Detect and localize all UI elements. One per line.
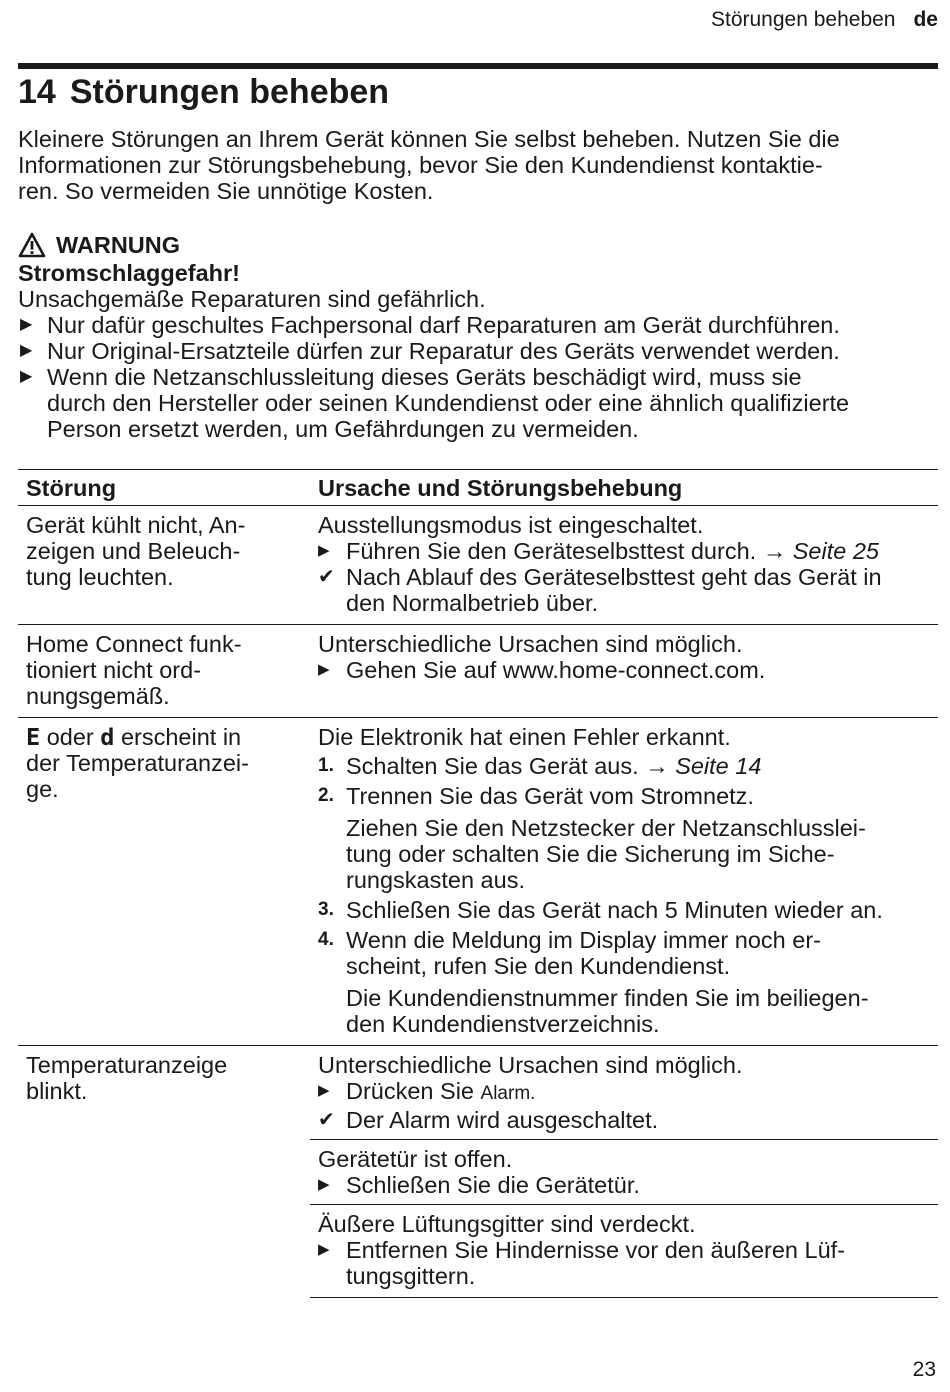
table-row: [18, 718, 938, 1046]
step-text-line: scheint, rufen Sie den Kundendienst.: [346, 953, 731, 979]
triangle-right-icon: ▶: [20, 368, 33, 385]
step-suffix: .: [530, 1083, 536, 1104]
list-item: [18, 312, 938, 338]
note-line: Ziehen Sie den Netzstecker der Netzanschlusslei-: [346, 815, 866, 841]
step-text: Schließen Sie die Gerätetür.: [346, 1172, 640, 1198]
step-text: Drücken Sie: [346, 1078, 474, 1104]
note-line: den Kundendienstverzeichnis.: [346, 1011, 660, 1037]
checkmark-icon: ✔: [318, 1109, 335, 1131]
step-number: 4.: [318, 929, 334, 950]
problem-line: blinkt.: [26, 1078, 88, 1104]
numbered-step: [318, 927, 930, 979]
display-symbol-d: d: [100, 723, 115, 751]
step-text-line: tungsgittern.: [346, 1263, 476, 1289]
key-label: Alarm: [480, 1083, 531, 1104]
table-row: [18, 1046, 938, 1298]
segment-divider: [310, 1204, 938, 1205]
problem-cell: [18, 1046, 294, 1298]
problem-word: oder: [46, 724, 94, 750]
action-step: [318, 1237, 930, 1289]
intro-line: Informationen zur Störungsbehebung, bevor Sie den Kundendienst kontaktie-: [18, 152, 823, 178]
step-note: [318, 815, 930, 893]
step-number: 2.: [318, 785, 334, 806]
top-rule: [18, 63, 938, 69]
triangle-right-icon: ▶: [318, 1241, 330, 1258]
header-section-title: Störungen beheben: [710, 8, 896, 31]
cause-text: Gerätetür ist offen.: [318, 1146, 513, 1172]
result-step: [318, 1107, 930, 1133]
cause-text: Ausstellungsmodus ist eingeschaltet.: [318, 512, 704, 538]
warning-subtitle: Stromschlaggefahr!: [18, 260, 240, 286]
list-item: [18, 364, 938, 442]
numbered-step: [318, 897, 930, 923]
triangle-right-icon: ▶: [20, 342, 33, 359]
intro-line: ren. So vermeiden Sie unnötige Kosten.: [18, 178, 434, 204]
table-row: [18, 506, 938, 625]
column-header-cause: Ursache und Störungsbehebung: [310, 470, 938, 506]
action-step: [318, 538, 930, 564]
triangle-right-icon: ▶: [20, 316, 33, 333]
step-text: Führen Sie den Geräteselbsttest durch.: [346, 538, 757, 564]
note-line: rungskasten aus.: [346, 867, 525, 893]
arrow-right-icon: →: [645, 753, 669, 779]
warning-text: Unsachgemäße Reparaturen sind gefährlich.: [18, 286, 486, 312]
column-header-problem: Störung: [18, 470, 294, 506]
problem-line: [26, 724, 286, 750]
page-reference: Seite 14: [675, 753, 762, 779]
problem-line: Gerät kühlt nicht, An-: [26, 512, 246, 538]
action-step: [318, 1172, 930, 1198]
column-gap: [294, 506, 310, 625]
result-text: Der Alarm wird ausgeschaltet.: [346, 1107, 659, 1133]
chapter-title: [18, 72, 389, 112]
page-number: 23: [912, 1358, 936, 1381]
cause-cell: [310, 506, 938, 625]
step-text-line: Entfernen Sie Hindernisse vor den äußeren Lüf-: [346, 1237, 846, 1263]
intro-paragraph: [18, 126, 933, 204]
cause-cell: [310, 625, 938, 718]
bullet-text-line: Wenn die Netzanschlussleitung dieses Geräts beschädigt wird, muss sie: [47, 364, 802, 390]
cause-text: Unterschiedliche Ursachen sind möglich.: [318, 631, 743, 657]
result-line: den Normalbetrieb über.: [346, 590, 599, 616]
problem-line: Temperaturanzeige: [26, 1052, 228, 1078]
page-reference: Seite 25: [792, 538, 879, 564]
problem-line: tioniert nicht ord-: [26, 657, 202, 683]
problem-line: der Temperaturanzei-: [26, 750, 249, 776]
action-step: [318, 1078, 930, 1107]
note-line: Die Kundendienstnummer finden Sie im beiliegen-: [346, 985, 869, 1011]
column-gap: [294, 1046, 310, 1298]
running-header: [711, 8, 938, 32]
chapter-number: 14: [18, 73, 56, 111]
step-number: 1.: [318, 755, 334, 776]
warning-triangle-icon: [18, 232, 46, 258]
problem-line: ge.: [26, 776, 59, 802]
problem-cell: [18, 625, 294, 718]
column-gap: [294, 470, 310, 506]
column-gap: [294, 718, 310, 1046]
triangle-right-icon: ▶: [318, 1082, 330, 1099]
table-row: [18, 625, 938, 718]
cause-text: Unterschiedliche Ursachen sind möglich.: [318, 1052, 743, 1078]
cause-cell: [310, 1046, 938, 1298]
cause-text: Die Elektronik hat einen Fehler erkannt.: [318, 724, 731, 750]
chapter-title-text: Störungen beheben: [69, 73, 390, 111]
problem-cell: [18, 718, 294, 1046]
note-line: tung oder schalten Sie die Sicherung im Siche-: [346, 841, 835, 867]
step-text: Schließen Sie das Gerät nach 5 Minuten wieder an.: [346, 897, 883, 923]
numbered-step: [318, 783, 930, 809]
troubleshooting-table: [18, 469, 938, 1298]
step-text-line: Wenn die Meldung im Display immer noch er-: [346, 927, 821, 953]
table-header-row: [18, 470, 938, 506]
cause-cell: [310, 718, 938, 1046]
header-language: de: [913, 8, 938, 31]
bullet-text-line: durch den Hersteller oder seinen Kundendienst oder eine ähnlich qualifizierte: [47, 390, 850, 416]
triangle-right-icon: ▶: [318, 542, 330, 559]
cause-segment: [318, 1211, 930, 1289]
triangle-right-icon: ▶: [318, 661, 330, 678]
segment-divider: [310, 1139, 938, 1140]
warning-label: WARNUNG: [56, 232, 181, 258]
step-text: Gehen Sie auf www.home-connect.com.: [346, 657, 766, 683]
problem-cell: [18, 506, 294, 625]
cause-segment: [318, 1052, 930, 1133]
cause-text: Äußere Lüftungsgitter sind verdeckt.: [318, 1211, 696, 1237]
result-step: [318, 564, 930, 616]
cause-segment: [318, 1146, 930, 1198]
triangle-right-icon: ▶: [318, 1176, 330, 1193]
intro-line: Kleinere Störungen an Ihrem Gerät können Sie selbst beheben. Nutzen Sie die: [18, 126, 840, 152]
step-text: Schalten Sie das Gerät aus.: [346, 753, 639, 779]
step-note: [318, 985, 930, 1037]
warning-block: [18, 230, 938, 442]
step-number: 3.: [318, 899, 334, 920]
warning-heading: [18, 230, 938, 260]
bullet-text: Nur dafür geschultes Fachpersonal darf Reparaturen am Gerät durchführen.: [47, 312, 840, 338]
step-text: Trennen Sie das Gerät vom Stromnetz.: [346, 783, 754, 809]
problem-line: tung leuchten.: [26, 564, 174, 590]
warning-bullet-list: [18, 312, 938, 442]
list-item: [18, 338, 938, 364]
result-line: Nach Ablauf des Geräteselbsttest geht das Gerät in: [346, 564, 882, 590]
numbered-step: [318, 753, 930, 779]
problem-line: zeigen und Beleuch-: [26, 538, 241, 564]
problem-line: Home Connect funk-: [26, 631, 242, 657]
display-symbol-e: E: [26, 723, 41, 751]
bullet-text-line: Person ersetzt werden, um Gefährdungen zu vermeiden.: [47, 416, 639, 442]
problem-word: erscheint in: [120, 724, 242, 750]
checkmark-icon: ✔: [318, 566, 335, 588]
bullet-text: Nur Original-Ersatzteile dürfen zur Reparatur des Geräts verwendet werden.: [47, 338, 840, 364]
column-gap: [294, 625, 310, 718]
problem-line: nungsgemäß.: [26, 683, 170, 709]
action-step: [318, 657, 930, 683]
arrow-right-icon: →: [762, 538, 787, 564]
